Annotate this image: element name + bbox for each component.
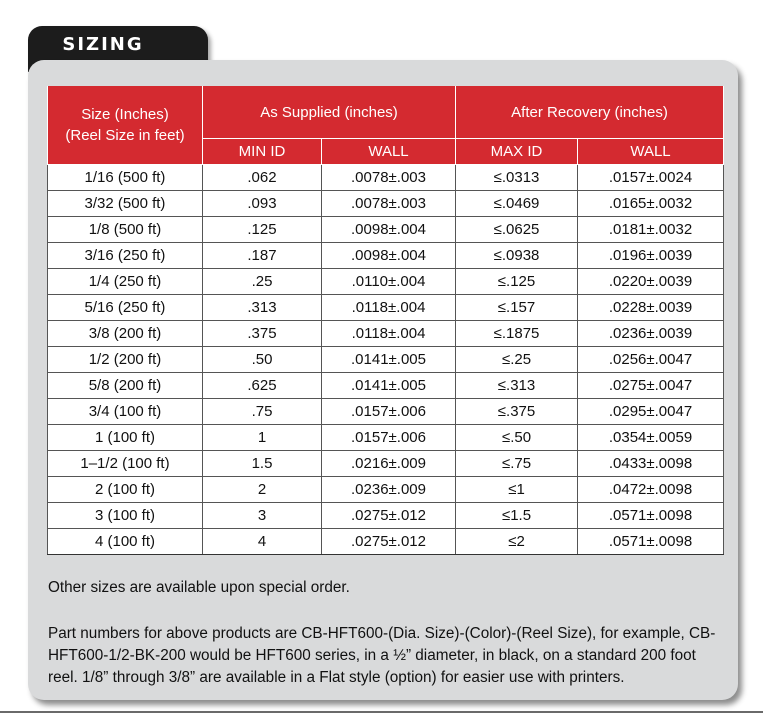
table-row xyxy=(48,321,724,347)
table-cell: .0275±.012 xyxy=(322,503,456,529)
sizing-table xyxy=(47,86,724,555)
table-row xyxy=(48,503,724,529)
table-cell: 1/2 (200 ft) xyxy=(48,347,203,373)
table-cell: .0196±.0039 xyxy=(578,243,724,269)
table-cell: .50 xyxy=(203,347,322,373)
table-cell: ≤.0313 xyxy=(456,165,578,191)
table-cell: .0157±.006 xyxy=(322,425,456,451)
table-cell: .0098±.004 xyxy=(322,217,456,243)
table-cell: ≤.157 xyxy=(456,295,578,321)
table-cell: .625 xyxy=(203,373,322,399)
table-cell: 1 xyxy=(203,425,322,451)
table-cell: ≤1 xyxy=(456,477,578,503)
table-cell: .0181±.0032 xyxy=(578,217,724,243)
table-cell: .0220±.0039 xyxy=(578,269,724,295)
table-cell: ≤2 xyxy=(456,529,578,555)
table-row xyxy=(48,399,724,425)
table-cell: .0275±.012 xyxy=(322,529,456,555)
table-cell: .187 xyxy=(203,243,322,269)
table-cell: .0295±.0047 xyxy=(578,399,724,425)
table-cell: 4 xyxy=(203,529,322,555)
table-row xyxy=(48,165,724,191)
table-cell: 1/8 (500 ft) xyxy=(48,217,203,243)
table-cell: .375 xyxy=(203,321,322,347)
table-row xyxy=(48,217,724,243)
table-row xyxy=(48,373,724,399)
table-cell: ≤.50 xyxy=(456,425,578,451)
header-max-id: MAX ID xyxy=(456,139,578,165)
table-row xyxy=(48,425,724,451)
table-cell: .0141±.005 xyxy=(322,347,456,373)
table-row xyxy=(48,269,724,295)
table-cell: 1/4 (250 ft) xyxy=(48,269,203,295)
table-cell: .0236±.009 xyxy=(322,477,456,503)
table-cell: .125 xyxy=(203,217,322,243)
table-cell: 3/16 (250 ft) xyxy=(48,243,203,269)
header-size: Size (Inches) (Reel Size in feet) xyxy=(48,86,203,165)
table-cell: .0472±.0098 xyxy=(578,477,724,503)
table-cell: .0354±.0059 xyxy=(578,425,724,451)
table-cell: .0571±.0098 xyxy=(578,529,724,555)
table-row xyxy=(48,243,724,269)
table-cell: 3 xyxy=(203,503,322,529)
table-cell: .75 xyxy=(203,399,322,425)
bottom-rule xyxy=(0,711,763,713)
table-cell: ≤.25 xyxy=(456,347,578,373)
table-cell: ≤.0938 xyxy=(456,243,578,269)
note-part-numbers: Part numbers for above products are CB-HFT600-(Dia. Size)-(Color)-(Reel Size), for example, CB-HFT600-1/2-BK-200 would be HFT600 series, in a ½” diameter, in black, on a standard 200 foot reel. 1/8” through 3/8” are available in a Flat style (option) for easier use with printers. xyxy=(48,625,716,686)
table-cell: .25 xyxy=(203,269,322,295)
table-cell: ≤.1875 xyxy=(456,321,578,347)
table-cell: .062 xyxy=(203,165,322,191)
table-cell: 3 (100 ft) xyxy=(48,503,203,529)
table-cell: .0256±.0047 xyxy=(578,347,724,373)
table-cell: .0157±.006 xyxy=(322,399,456,425)
table-cell: .0098±.004 xyxy=(322,243,456,269)
header-as-supplied: As Supplied (inches) xyxy=(203,86,456,139)
note-other-sizes: Other sizes are available upon special order. xyxy=(48,579,350,596)
table-cell: 3/8 (200 ft) xyxy=(48,321,203,347)
table-cell: 1/16 (500 ft) xyxy=(48,165,203,191)
table-cell: ≤1.5 xyxy=(456,503,578,529)
table-cell: ≤.75 xyxy=(456,451,578,477)
table-cell: .0433±.0098 xyxy=(578,451,724,477)
table-cell: .0078±.003 xyxy=(322,165,456,191)
table-cell: .0157±.0024 xyxy=(578,165,724,191)
table-cell: ≤.375 xyxy=(456,399,578,425)
table-cell: 1–1/2 (100 ft) xyxy=(48,451,203,477)
table-cell: .0118±.004 xyxy=(322,321,456,347)
table-row xyxy=(48,451,724,477)
table-cell: .0275±.0047 xyxy=(578,373,724,399)
table-cell: 1 (100 ft) xyxy=(48,425,203,451)
table-cell: .313 xyxy=(203,295,322,321)
table-cell: .0141±.005 xyxy=(322,373,456,399)
table-cell: .0571±.0098 xyxy=(578,503,724,529)
table-cell: .0236±.0039 xyxy=(578,321,724,347)
table-row xyxy=(48,295,724,321)
table-cell: 3/4 (100 ft) xyxy=(48,399,203,425)
table-cell: 2 xyxy=(203,477,322,503)
table-row xyxy=(48,191,724,217)
header-wall-supplied: WALL xyxy=(322,139,456,165)
table-cell: .0118±.004 xyxy=(322,295,456,321)
table-cell: .0228±.0039 xyxy=(578,295,724,321)
table-cell: ≤.125 xyxy=(456,269,578,295)
table-cell: 1.5 xyxy=(203,451,322,477)
table-row xyxy=(48,477,724,503)
table-cell: 5/16 (250 ft) xyxy=(48,295,203,321)
table-cell: .0216±.009 xyxy=(322,451,456,477)
header-wall-recovery: WALL xyxy=(578,139,724,165)
table-row xyxy=(48,347,724,373)
table-cell: .093 xyxy=(203,191,322,217)
header-min-id: MIN ID xyxy=(203,139,322,165)
table-cell: ≤.0625 xyxy=(456,217,578,243)
table-cell: 2 (100 ft) xyxy=(48,477,203,503)
table-cell: .0165±.0032 xyxy=(578,191,724,217)
table-cell: 4 (100 ft) xyxy=(48,529,203,555)
table-cell: 5/8 (200 ft) xyxy=(48,373,203,399)
table-cell: .0078±.003 xyxy=(322,191,456,217)
table-cell: .0110±.004 xyxy=(322,269,456,295)
header-after-recovery: After Recovery (inches) xyxy=(456,86,724,139)
table-cell: ≤.313 xyxy=(456,373,578,399)
table-body xyxy=(48,165,724,555)
table-row xyxy=(48,529,724,555)
section-title: SIZING xyxy=(62,34,144,55)
table-cell: 3/32 (500 ft) xyxy=(48,191,203,217)
table-cell: ≤.0469 xyxy=(456,191,578,217)
